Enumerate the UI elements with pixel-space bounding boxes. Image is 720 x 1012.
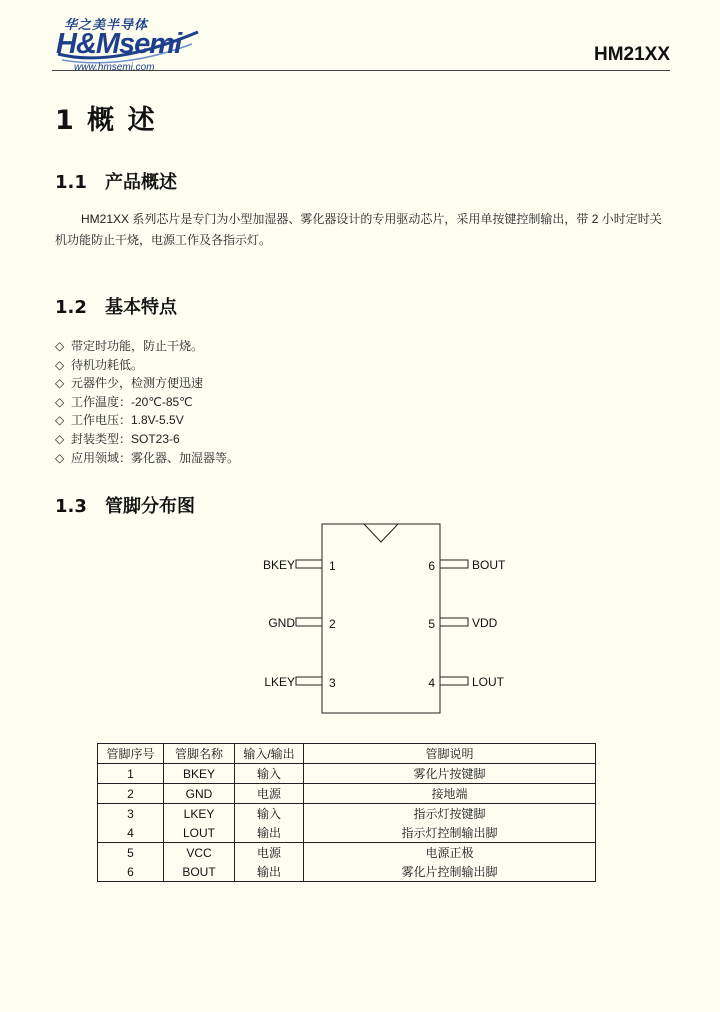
pin-number-2: 2 [329,617,336,631]
feature-text: 应用领域：雾化器、加湿器等。 [71,450,240,465]
table-cell: VCC [164,843,235,863]
table-row [98,862,596,882]
section-number: 1.2 [55,297,87,318]
pin-number-4: 4 [428,676,435,690]
section-number: 1.3 [55,496,87,517]
column-header: 管脚说明 [304,744,596,764]
table-row [98,843,596,863]
feature-text: 工作电压：1.8V-5.5V [71,413,184,428]
pin-number-5: 5 [428,617,435,631]
table-cell: GND [164,784,235,804]
table-cell: 输入 [235,804,304,824]
table-cell: BKEY [164,764,235,784]
feature-text: 待机功耗低。 [71,357,144,372]
logo-url: www.hmsemi.com [74,62,155,73]
table-row [98,764,596,784]
feature-text: 工作温度：-20℃-85℃ [71,394,193,409]
pin-lead-1 [296,560,322,568]
list-item [55,393,239,412]
table-cell: BOUT [164,862,235,882]
pin-number-3: 3 [329,676,336,690]
table-row [98,804,596,824]
pin-number-1: 1 [329,559,336,573]
table-cell: 电源正极 [304,843,596,863]
list-item [55,449,239,468]
pin-label-lout: LOUT [472,675,505,689]
table-cell: 1 [98,764,164,784]
list-item [55,374,239,393]
company-logo [52,14,202,73]
table-cell: 输入 [235,764,304,784]
table-cell: 输出 [235,862,304,882]
pin-label-vdd: VDD [472,616,498,630]
pin1-notch-icon [364,524,398,542]
table-cell: 指示灯控制输出脚 [304,823,596,843]
section-heading-text: 管脚分布图 [105,496,195,517]
column-header: 管脚序号 [98,744,164,764]
pin-lead-5 [440,618,468,626]
table-cell: 雾化片按键脚 [304,764,596,784]
section-heading-pinout [55,492,195,518]
section-number: 1.1 [55,172,87,193]
diamond-bullet-icon: ◇ [55,431,65,446]
logo-english-name: H&Msemi [56,28,182,60]
table-header-row [98,744,596,764]
section-heading-text: 基本特点 [105,297,177,318]
pin-lead-3 [296,677,322,685]
pin-label-lkey: LKEY [264,675,295,689]
pin-label-bkey: BKEY [262,558,295,572]
pin-lead-6 [440,560,468,568]
list-item [55,356,239,375]
logo-chinese-name: 华之美半导体 [64,17,149,32]
table-cell: LKEY [164,804,235,824]
product-overview-paragraph: HM21XX 系列芯片是专门为小型加湿器、雾化器设计的专用驱动芯片，采用单按键控制输出，带 2 小时定时关机功能防止干烧，电源工作及各指示灯。 [55,212,662,247]
table-row [98,784,596,804]
pin-label-gnd: GND [268,616,295,630]
diamond-bullet-icon: ◇ [55,413,65,428]
diamond-bullet-icon: ◇ [55,394,65,409]
diamond-bullet-icon: ◇ [55,357,65,372]
table-cell: 输出 [235,823,304,843]
section-heading-text: 产品概述 [105,172,177,193]
document-model: HM21XX [593,44,670,65]
table-cell: LOUT [164,823,235,843]
column-header: 管脚名称 [164,744,235,764]
section-heading-product-overview [55,168,177,194]
table-cell: 6 [98,862,164,882]
column-header: 输入/输出 [235,744,304,764]
table-cell: 3 [98,804,164,824]
section-title-overview: 1 概 述 [55,105,157,136]
pin-number-6: 6 [428,559,435,573]
table-cell: 电源 [235,784,304,804]
table-cell: 2 [98,784,164,804]
pin-lead-2 [296,618,322,626]
pin-label-bout: BOUT [472,558,506,572]
feature-text: 封装类型：SOT23-6 [71,431,180,446]
list-item [55,337,239,356]
table-cell: 4 [98,823,164,843]
feature-list [55,337,239,467]
list-item [55,411,239,430]
diamond-bullet-icon: ◇ [55,450,65,465]
feature-text: 带定时功能，防止干烧。 [71,339,204,353]
diamond-bullet-icon: ◇ [55,376,65,391]
pin-lead-4 [440,677,468,685]
feature-text: 元器件少，检测方便迅速 [71,376,204,391]
table-row [98,823,596,843]
table-cell: 指示灯按键脚 [304,804,596,824]
list-item [55,430,239,449]
table-cell: 5 [98,843,164,863]
section-heading-features [55,293,177,319]
pin-description-table [97,743,596,882]
header-divider [52,70,670,71]
pinout-diagram [250,522,530,722]
table-cell: 接地端 [304,784,596,804]
chip-body [322,524,440,713]
diamond-bullet-icon: ◇ [55,339,65,353]
table-cell: 电源 [235,843,304,863]
table-cell: 雾化片控制输出脚 [304,862,596,882]
